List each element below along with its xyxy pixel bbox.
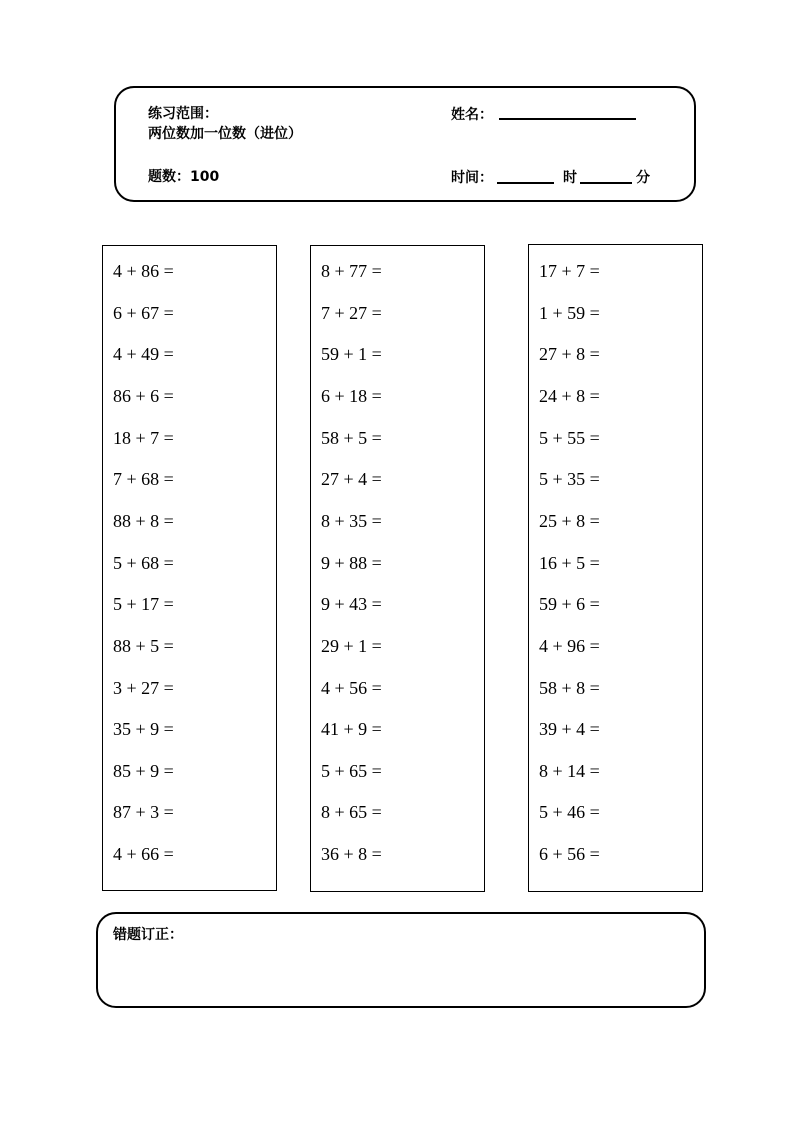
hour-label: 时 bbox=[563, 170, 577, 186]
problem: 5 + 68 = bbox=[113, 553, 174, 573]
corrections-label: 错题订正： bbox=[113, 927, 183, 943]
problem: 9 + 88 = bbox=[321, 553, 382, 573]
problem: 4 + 56 = bbox=[321, 678, 382, 698]
problem: 9 + 43 = bbox=[321, 594, 382, 614]
problem: 6 + 56 = bbox=[539, 844, 600, 864]
problem: 7 + 27 = bbox=[321, 303, 382, 323]
problem: 7 + 68 = bbox=[113, 469, 174, 489]
problem: 58 + 8 = bbox=[539, 678, 600, 698]
count-label: 题数： bbox=[148, 169, 190, 185]
problem: 8 + 35 = bbox=[321, 511, 382, 531]
problem: 1 + 59 = bbox=[539, 303, 600, 323]
problem: 8 + 77 = bbox=[321, 261, 382, 281]
problem: 88 + 5 = bbox=[113, 636, 174, 656]
hour-blank[interactable] bbox=[497, 182, 554, 184]
problem: 18 + 7 = bbox=[113, 428, 174, 448]
problem: 27 + 8 = bbox=[539, 344, 600, 364]
problem: 59 + 1 = bbox=[321, 344, 382, 364]
problem: 4 + 66 = bbox=[113, 844, 174, 864]
problem: 39 + 4 = bbox=[539, 719, 600, 739]
problem: 17 + 7 = bbox=[539, 261, 600, 281]
problem: 35 + 9 = bbox=[113, 719, 174, 739]
problem: 36 + 8 = bbox=[321, 844, 382, 864]
minute-label: 分 bbox=[636, 170, 650, 186]
problem: 6 + 67 = bbox=[113, 303, 174, 323]
problem: 29 + 1 = bbox=[321, 636, 382, 656]
problem: 85 + 9 = bbox=[113, 761, 174, 781]
problem: 4 + 49 = bbox=[113, 344, 174, 364]
corrections-box[interactable] bbox=[96, 912, 706, 1008]
problem: 58 + 5 = bbox=[321, 428, 382, 448]
problem: 4 + 86 = bbox=[113, 261, 174, 281]
problem: 5 + 65 = bbox=[321, 761, 382, 781]
time-label: 时间： bbox=[451, 170, 493, 186]
count-value: 100 bbox=[190, 169, 220, 185]
problem: 4 + 96 = bbox=[539, 636, 600, 656]
problem: 88 + 8 = bbox=[113, 511, 174, 531]
problem: 24 + 8 = bbox=[539, 386, 600, 406]
minute-blank[interactable] bbox=[580, 182, 632, 184]
range-label: 练习范围： bbox=[148, 106, 218, 122]
problem: 8 + 14 = bbox=[539, 761, 600, 781]
problem: 3 + 27 = bbox=[113, 678, 174, 698]
question-count bbox=[148, 166, 219, 186]
problem: 16 + 5 = bbox=[539, 553, 600, 573]
range-value: 两位数加一位数（进位） bbox=[148, 126, 302, 142]
problem: 41 + 9 = bbox=[321, 719, 382, 739]
problem: 86 + 6 = bbox=[113, 386, 174, 406]
problem: 5 + 46 = bbox=[539, 802, 600, 822]
problem: 27 + 4 = bbox=[321, 469, 382, 489]
problem: 5 + 17 = bbox=[113, 594, 174, 614]
problem: 6 + 18 = bbox=[321, 386, 382, 406]
problem: 5 + 35 = bbox=[539, 469, 600, 489]
problem: 59 + 6 = bbox=[539, 594, 600, 614]
name-label: 姓名： bbox=[451, 107, 493, 123]
problem: 87 + 3 = bbox=[113, 802, 174, 822]
problem: 8 + 65 = bbox=[321, 802, 382, 822]
problem: 25 + 8 = bbox=[539, 511, 600, 531]
name-blank[interactable] bbox=[499, 118, 636, 120]
problem: 5 + 55 = bbox=[539, 428, 600, 448]
